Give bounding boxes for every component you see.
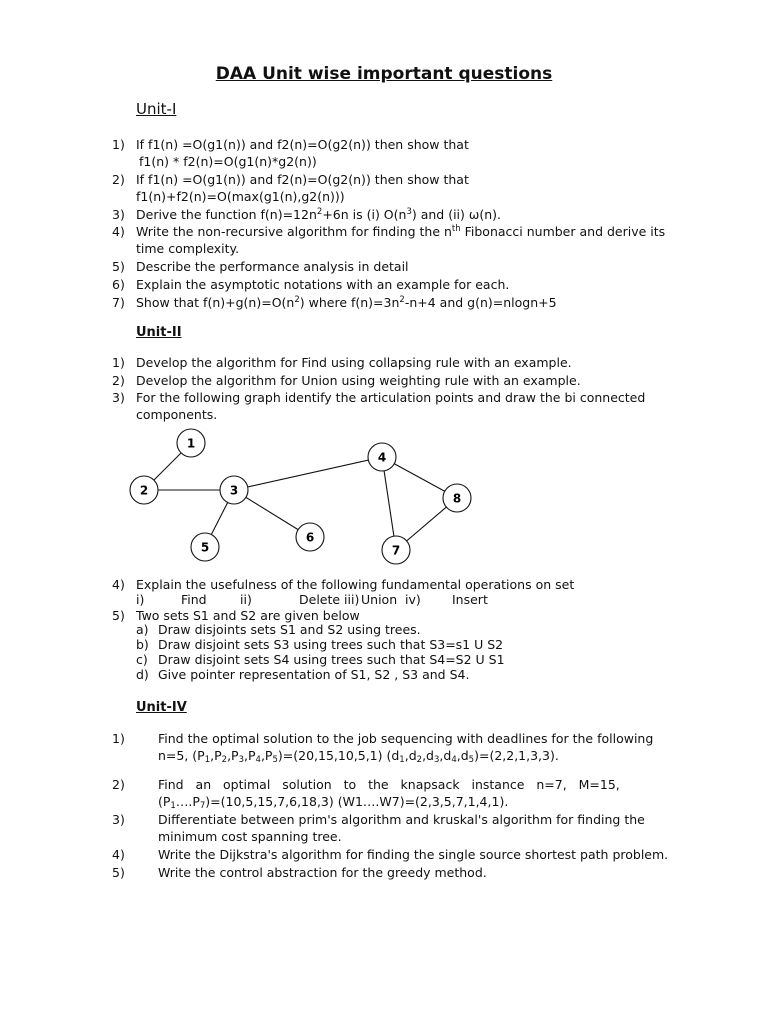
- unit-1-question-3: 3) Derive the function $f(n)=12n^2+6n$ is (i) $O(n^3)$ and (ii) ω(n).: [112, 207, 501, 222]
- graph-node-6: [296, 523, 324, 551]
- unit-2-question-5d: d) Give pointer representation of S1, S2 , S3 and S4.: [136, 667, 470, 682]
- graph-node-7: [382, 536, 410, 564]
- graph-node-5: [191, 533, 219, 561]
- unit-1-question-5: 5) Describe the performance analysis in detail: [112, 259, 409, 274]
- unit-4-question-3: 3) Differentiate between prim's algorithm and kruskal's algorithm for finding the minimum cost spanning tree.: [112, 812, 645, 844]
- unit-2-question-5: 5) Two sets S1 and S2 are given below: [112, 608, 360, 623]
- unit-2-question-5b: b) Draw disjoint sets S3 using trees such that S3=s1 U S2: [136, 637, 504, 652]
- unit-2-question-4: 4) Explain the usefulness of the following fundamental operations on set: [112, 577, 575, 592]
- unit-1-question-6: 6) Explain the asymptotic notations with an example for each.: [112, 277, 510, 292]
- graph-node-label: 2: [139, 483, 149, 498]
- unit-1-question-4: 4) Write the non-recursive algorithm for finding the $n^{th}$ Fibonacci number and derive its time complexity.: [112, 224, 666, 256]
- unit-4-question-5: 5) Write the control abstraction for the greedy method.: [112, 865, 487, 880]
- unit-1-heading: Unit-I: [136, 100, 177, 118]
- unit-2-question-5a: a) Draw disjoints sets S1 and S2 using trees.: [136, 622, 421, 637]
- unit-2-question-5c: c) Draw disjoint sets S4 using trees such that S4=S2 U S1: [136, 652, 505, 667]
- op-insert: Insert: [452, 592, 488, 607]
- graph-node-label: 1: [186, 436, 196, 451]
- graph-node-3: [220, 476, 248, 504]
- graph-node-4: [368, 443, 396, 471]
- unit-2-question-2: 2) Develop the algorithm for Union using weighting rule with an example.: [112, 373, 581, 388]
- graph-edge-3-4: [234, 457, 382, 490]
- set-operations-list: [136, 592, 576, 608]
- unit-2-question-1: 1) Develop the algorithm for Find using collapsing rule with an example.: [112, 355, 572, 370]
- unit-1-question-7: 7) Show that $f(n)+g(n)=O(n^2)$ where $f(n)=3n^2-n+4$ and g(n)=nlogn+5: [112, 295, 557, 310]
- graph-node-label: 6: [305, 530, 315, 545]
- unit-1-question-2: 2) If f1(n) =O(g1(n)) and f2(n)=O(g2(n)) then show that f1(n)+f2(n)=O(max(g1(n),g2(n))): [112, 172, 469, 204]
- graph-node-label: 4: [377, 450, 387, 465]
- op-label-i: i): [136, 592, 145, 607]
- articulation-graph: [0, 420, 768, 570]
- unit-2-question-3: 3) For the following graph identify the articulation points and draw the bi connected components.: [112, 390, 646, 422]
- op-delete: Delete iii): [299, 592, 360, 607]
- unit-4-question-1: 1) Find the optimal solution to the job sequencing with deadlines for the following n=5, $(P_1,P_2,P_3,P_4,P_5)=(20,15,10,5,1)$ $(d_1,d_2,d_3,d_4,d_5)=(2,2,1,3,3)$.: [112, 731, 654, 765]
- unit-2-heading: Unit-II: [136, 325, 182, 340]
- unit-4-question-2: 2) Find an optimal solution to the knapsack instance n=7, M=15, $(P_1\dots.P_7)=(10,5,15,7,6,18,3)$ (W1….W7)=(2,3,5,7,1,4,1).: [112, 777, 620, 811]
- graph-node-1: [177, 429, 205, 457]
- graph-node-label: 8: [452, 491, 462, 506]
- graph-node-label: 5: [200, 540, 210, 555]
- graph-node-2: [130, 476, 158, 504]
- op-label-ii: ii): [240, 592, 252, 607]
- graph-node-label: 7: [391, 543, 401, 558]
- document-title: DAA Unit wise important questions: [215, 64, 553, 84]
- op-union: Union iv): [361, 592, 421, 607]
- unit-4-question-4: 4) Write the Dijkstra's algorithm for finding the single source shortest path problem.: [112, 847, 669, 862]
- graph-node-8: [443, 484, 471, 512]
- graph-node-label: 3: [229, 483, 239, 498]
- op-find: Find: [181, 592, 207, 607]
- unit-1-question-1: 1) If f1(n) =O(g1(n)) and f2(n)=O(g2(n)) then show that f1(n) * f2(n)=O(g1(n)*g2(n)): [112, 137, 469, 169]
- unit-4-heading: Unit-IV: [136, 700, 187, 715]
